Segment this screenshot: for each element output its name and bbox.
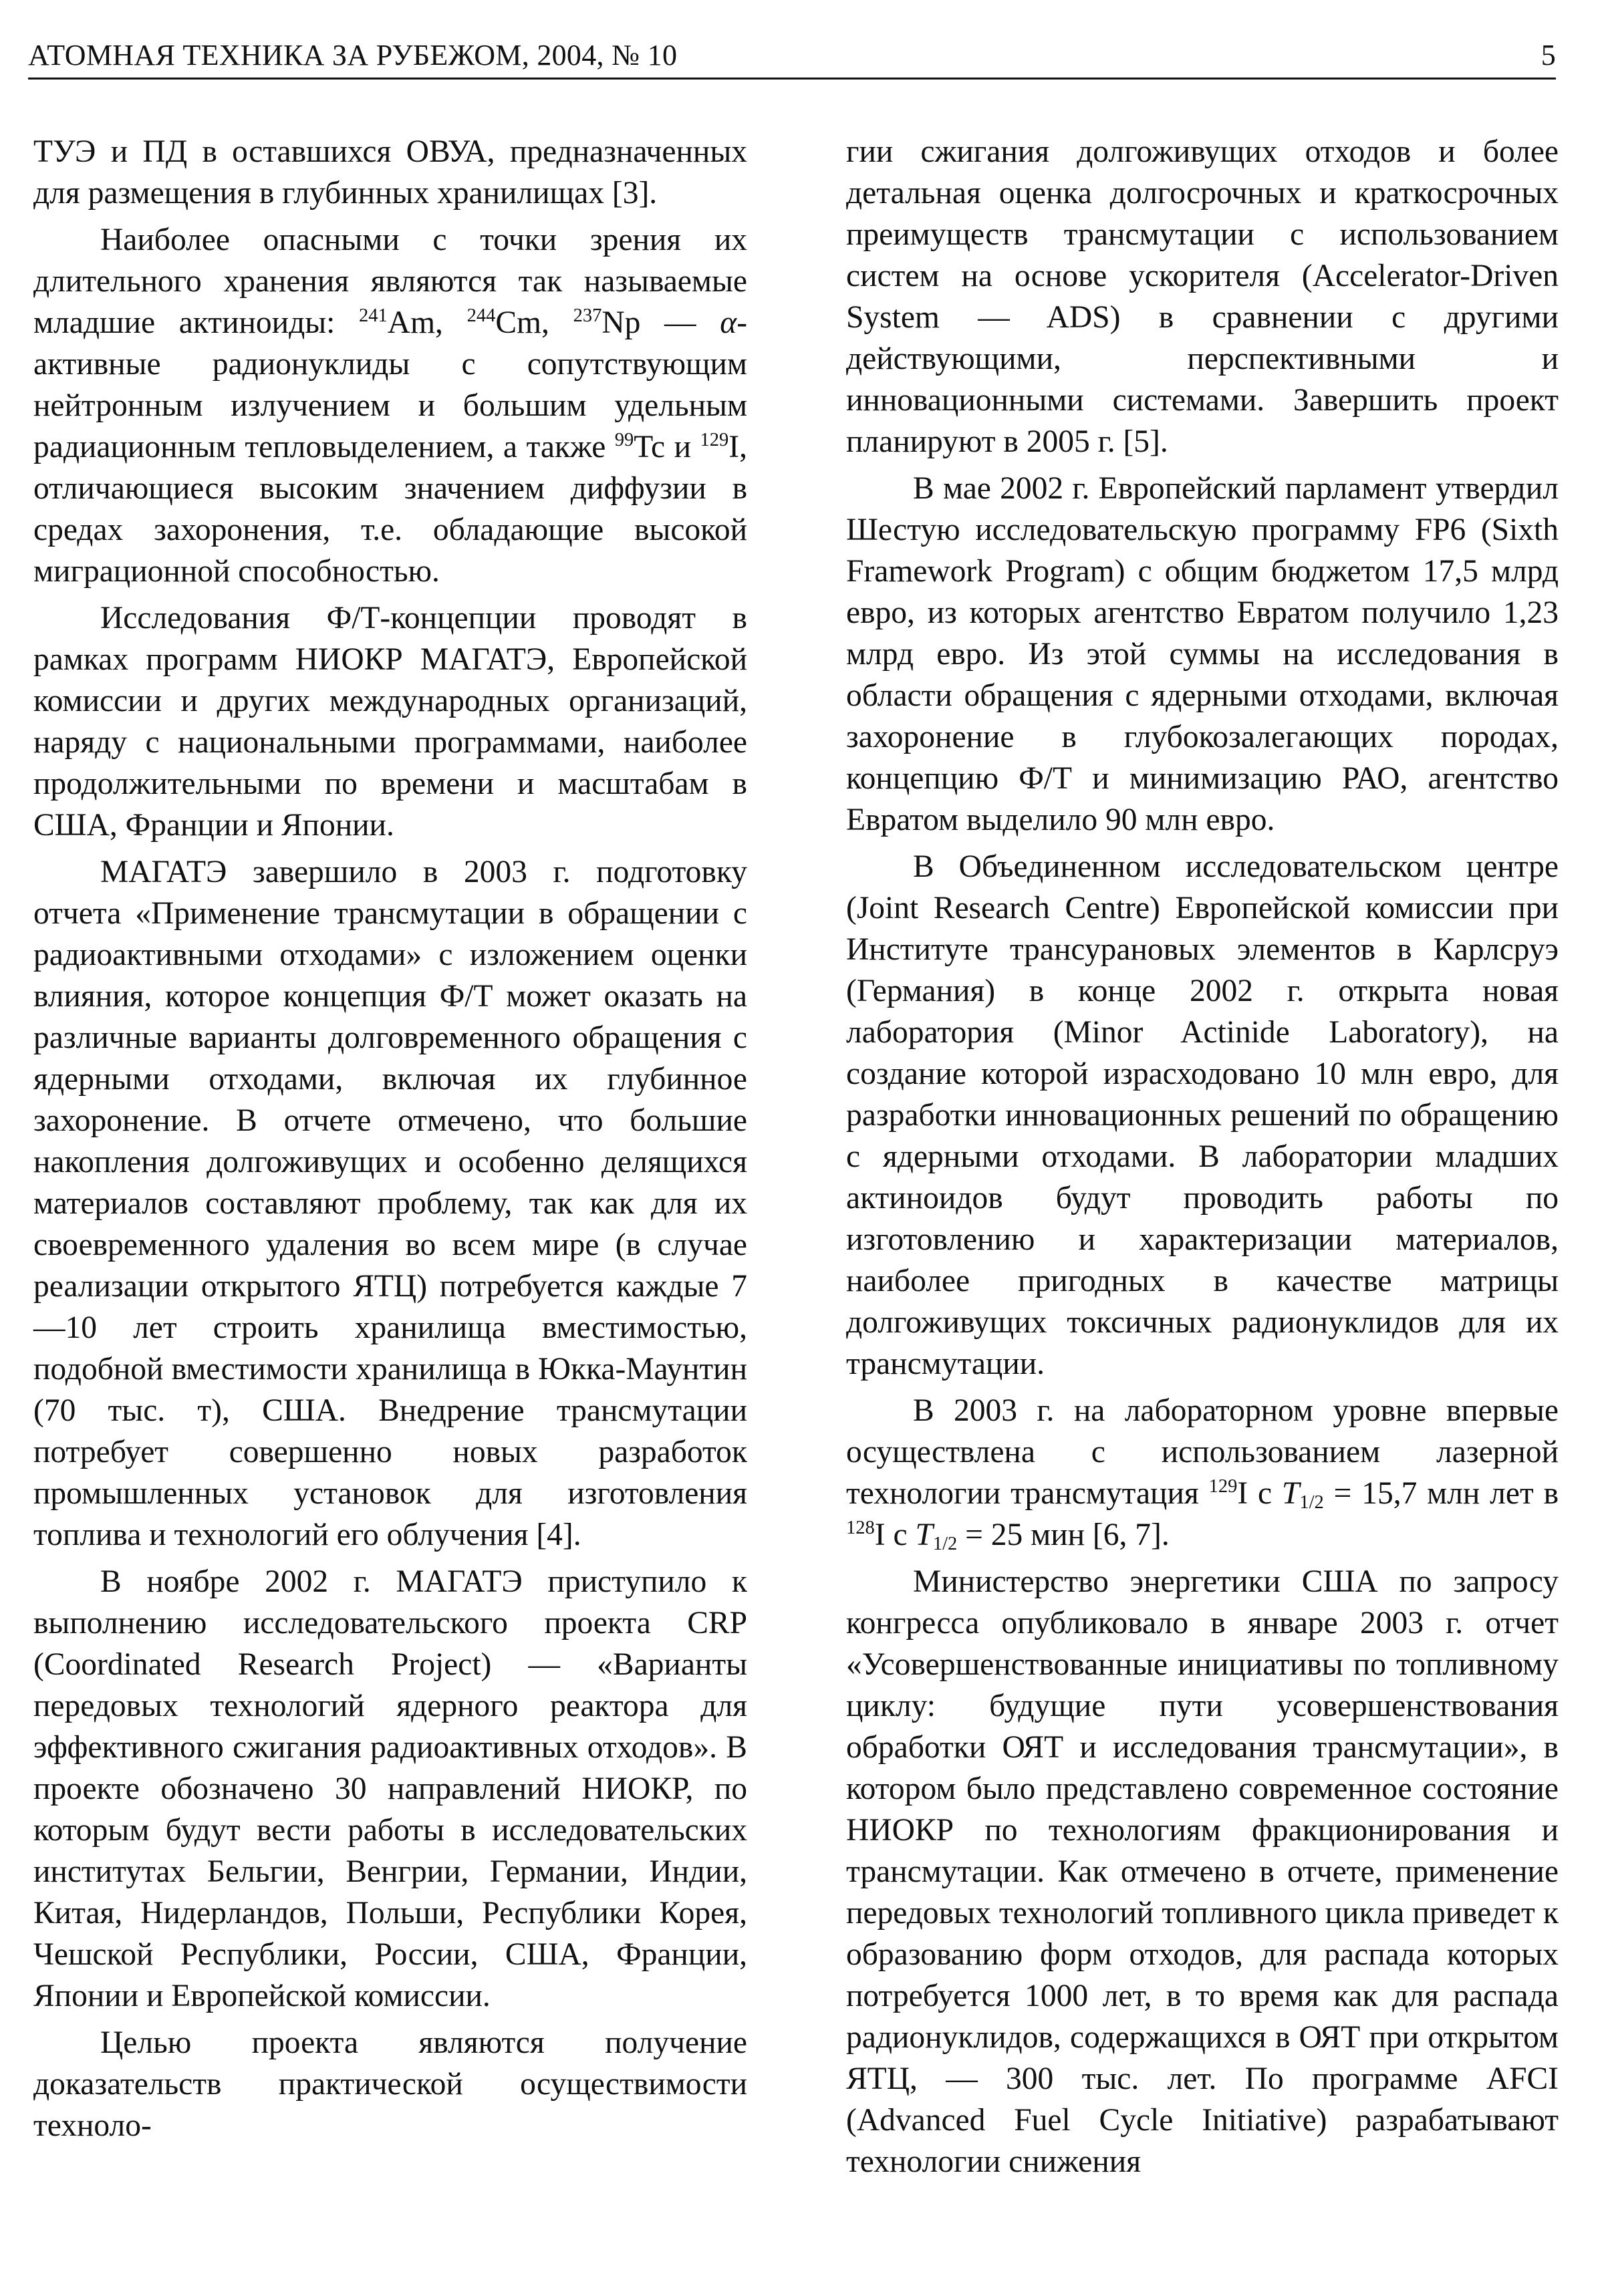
- right-column: [846, 131, 1559, 2188]
- paragraph-minor-actinides: Наиболее опасными с точки зрения их длительного хранения являются так называемые младшие актиноиды: $^{241}$Am, $^{244}$Cm, $^{237}$Np — α-активные радионуклиды с сопутствующим нейтронным излучением и большим удельным радиационным тепловыделением, а также $^{99}$Tc и $^{129}$I, отличающиеся высоким значением диффузии в средах захоронения, т.е. обладающие высокой миграционной способностью.: [33, 223, 748, 589]
- left-column: [33, 131, 747, 2152]
- paragraph: В мае 2002 г. Европейский парламент утвердил Шестую исследовательскую программу FP6 (Sixth Framework Program) с общим бюджетом 17,5 млрд евро, из которых агентство Евратом получило 1,23 млрд евро. Из этой суммы на исследования в области обращения с ядерными отходами, включая захоронение в глубокозалегающих породах, концепцию Ф/Т и минимизацию РАО, агентство Евратом выделило 90 млн евро.: [846, 471, 1559, 837]
- paragraph: гии сжигания долгоживущих отходов и более детальная оценка долгосрочных и краткосрочных преимуществ трансмутации с использованием систем на основе ускорителя (Accelerator-Driven System — ADS) в сравнении с другими действующими, перспективными и инновационными системами. Завершить проект планируют в 2005 г. [5].: [846, 134, 1559, 459]
- paragraph-iodine-transmutation: В 2003 г. на лабораторном уровне впервые осуществлена с использованием лазерной технологии трансмутация $^{129}$I с $T_{1/2} = 15,7$ млн лет в $^{128}$I с $T_{1/2} = 25$ мин [6, 7].: [846, 1393, 1559, 1555]
- paragraph: Целью проекта являются получение доказательств практической осуществимости техноло-: [33, 2025, 747, 2143]
- page-header: [28, 27, 1556, 80]
- paragraph: МАГАТЭ завершило в 2003 г. подготовку отчета «Применение трансмутации в обращении с радиоактивными отходами» с изложением оценки влияния, которое концепция Ф/Т может оказать на различные варианты долговременного обращения с ядерными отходами, включая их глубинное захоронение. В отчете отмечено, что большие накопления долгоживущих и особенно делящихся материалов составляют проблему, так как для их своевременного удаления во всем мире (в случае реализации открытого ЯТЦ) потребуется каждые 7—10 лет строить хранилища вместимостью, подобной вместимости хранилища в Юкка-Маунтин (70 тыс. т), США. Внедрение трансмутации потребует совершенно новых разработок промышленных установок для изготовления топлива и технологий его облучения [4].: [33, 855, 747, 1552]
- paragraph: В Объединенном исследовательском центре (Joint Research Centre) Европейской комиссии при Институте трансурановых элементов в Карлсруэ (Германия) в конце 2002 г. открыта новая лаборатория (Minor Actinide Laboratory), на создание которой израсходовано 10 млн евро, для разработки инновационных решений по обращению с ядерными отходами. В лаборатории младших актиноидов будут проводить работы по изготовлению и характеризации материалов, наиболее пригодных в качестве матрицы долгоживущих токсичных радионуклидов для их трансмутации.: [846, 849, 1559, 1381]
- paragraph: Министерство энергетики США по запросу конгресса опубликовало в январе 2003 г. отчет «Усовершенствованные инициативы по топливному циклу: будущие пути усовершенствования обработки ОЯТ и исследования трансмутации», в котором было представлено современное состояние НИОКР по технологиям фракционирования и трансмутации. Как отмечено в отчете, применение передовых технологий топливного цикла приведет к образованию форм отходов, для распада которых потребуется 1000 лет, в то время как для распада радионуклидов, содержащихся в ОЯТ при открытом ЯТЦ, — 300 тыс. лет. По программе AFCI (Advanced Fuel Cycle Initiative) разрабатывают технологии снижения: [846, 1564, 1559, 2179]
- paragraph: В ноябре 2002 г. МАГАТЭ приступило к выполнению исследовательского проекта CRP (Coordinated Research Project) — «Варианты передовых технологий ядерного реактора для эффективного сжигания радиоактивных отходов». В проекте обозначено 30 направлений НИОКР, по которым будут вести работы в исследовательских институтах Бельгии, Венгрии, Германии, Индии, Китая, Нидерландов, Польши, Республики Корея, Чешской Республики, России, США, Франции, Японии и Европейской комиссии.: [33, 1564, 747, 2013]
- paragraph: ТУЭ и ПД в оставшихся ОВУА, предназначенных для размещения в глубинных хранилищах [3].: [33, 134, 747, 210]
- paragraph: Исследования Ф/Т-концепции проводят в рамках программ НИОКР МАГАТЭ, Европейской комиссии и других международных организаций, наряду с национальными программами, наиболее продолжительными по времени и масштабам в США, Франции и Японии.: [33, 601, 747, 843]
- page-number: 5: [1541, 39, 1556, 71]
- journal-title: АТОМНАЯ ТЕХНИКА ЗА РУБЕЖОМ, 2004, № 10: [28, 39, 678, 71]
